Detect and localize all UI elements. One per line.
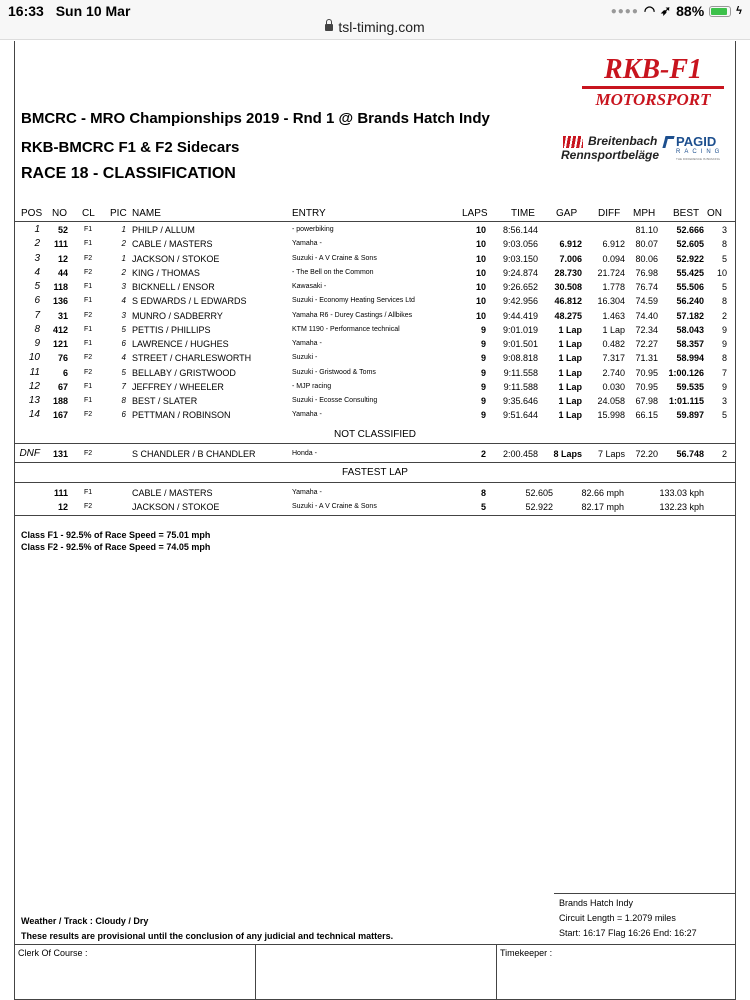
cell-diff: 21.724 <box>597 267 625 278</box>
cell-laps: 10 <box>475 253 486 264</box>
clerk-label: Clerk Of Course : <box>18 948 88 958</box>
cell-laps: 10 <box>475 282 486 292</box>
cell-pos: 3 <box>34 252 40 264</box>
cell-best: 57.182 <box>676 310 704 321</box>
col-entry: ENTRY <box>292 208 326 219</box>
status-indicators <box>611 3 742 19</box>
cell-on: 8 <box>721 296 727 307</box>
cell-entry: Suzuki - Gristwood & Toms <box>292 368 376 376</box>
cell-time: 9:03.150 <box>502 253 538 264</box>
cell-diff: 1.463 <box>602 310 625 321</box>
cell-entry: - The Bell on the Common <box>292 268 374 276</box>
cell-pic: 4 <box>121 296 126 306</box>
cell-class: F1 <box>84 382 93 390</box>
cell-pos: 14 <box>28 409 40 421</box>
battery-icon <box>709 6 731 17</box>
cell-name: LAWRENCE / HUGHES <box>132 339 229 349</box>
cell-name: JACKSON / STOKOE <box>132 502 220 512</box>
status-time-date <box>8 3 138 19</box>
cell-no: 12 <box>57 502 68 512</box>
cell-laps: 9 <box>480 324 486 335</box>
cell-on: 5 <box>721 282 727 292</box>
result-row <box>0 337 750 351</box>
col-cl: CL <box>82 208 95 219</box>
note-f2: Class F2 - 92.5% of Race Speed = 74.05 mph <box>21 542 211 552</box>
cell-gap: 1 Lap <box>558 396 582 406</box>
cell-pos: 2 <box>34 238 40 250</box>
cell-best: 59.535 <box>676 381 704 392</box>
cell-entry: Yamaha - <box>292 340 322 347</box>
cell-laps: 10 <box>475 267 486 278</box>
cell-best: 56.240 <box>676 296 704 307</box>
cell-pic: 5 <box>121 367 126 377</box>
cell-gap: 1 Lap <box>558 339 582 349</box>
event-title: BMCRC - MRO Championships 2019 - Rnd 1 @ Brands Hatch Indy <box>21 110 490 127</box>
cell-time: 9:11.558 <box>503 367 538 378</box>
cell-gap: 6.912 <box>559 239 582 250</box>
cell-entry: KTM 1190 - Performance technical <box>292 325 400 333</box>
cell-on: 9 <box>721 381 727 392</box>
cell-no: 118 <box>53 282 68 292</box>
cell-gap: 30.508 <box>554 282 582 292</box>
cell-no: 44 <box>57 267 68 278</box>
cell-mph: 67.98 <box>635 396 658 406</box>
venue-name: Brands Hatch Indy <box>559 898 634 908</box>
cell-diff: 0.030 <box>602 381 625 392</box>
dnf-row <box>0 447 750 461</box>
cell-best: 52.605 <box>676 239 704 250</box>
cell-pos: 7 <box>34 309 40 321</box>
cell-pic: 1 <box>121 253 126 263</box>
col-pos: POS <box>21 208 43 219</box>
cell-entry: Suzuki - A V Craine & Sons <box>292 254 377 262</box>
cell-pic: 5 <box>121 324 126 334</box>
cell-entry: Kawasaki - <box>292 283 327 290</box>
status-date: Sun 10 Mar <box>55 3 131 19</box>
cell-on: 2 <box>721 449 727 459</box>
result-row <box>0 266 750 280</box>
cell-class: F1 <box>84 240 93 248</box>
cell-best: 58.357 <box>676 339 704 349</box>
cell-pos: 4 <box>34 266 40 278</box>
col-mph: MPH <box>633 208 656 219</box>
cell-pos: 11 <box>29 366 40 378</box>
result-row <box>0 380 750 394</box>
cell-diff: 7 Laps <box>597 449 625 459</box>
cell-class: F1 <box>84 397 93 404</box>
cell-mph: 82.17 mph <box>581 502 624 512</box>
result-row <box>0 252 750 266</box>
cell-pos: 12 <box>28 380 40 392</box>
cell-class: F2 <box>84 450 93 457</box>
cell-time: 9:24.874 <box>502 267 538 278</box>
url-text: tsl-timing.com <box>338 19 425 35</box>
cell-no: 52 <box>57 225 68 235</box>
cell-name: BICKNELL / ENSOR <box>132 282 215 292</box>
cell-entry: - powerbiking <box>292 226 334 233</box>
result-row <box>0 366 750 380</box>
cell-entry: Suzuki - Ecosse Consulting <box>292 397 378 404</box>
cell-diff: 16.304 <box>597 296 625 307</box>
cell-pos: 5 <box>34 281 40 292</box>
cell-name: MUNRO / SADBERRY <box>132 310 223 321</box>
cell-class: F1 <box>84 226 93 233</box>
signal-dots-icon: ●●●● <box>610 5 639 17</box>
cell-laps: 9 <box>480 410 486 421</box>
cell-name: PETTMAN / ROBINSON <box>132 410 231 421</box>
cell-time: 9:03.056 <box>502 239 538 250</box>
cell-laps: 9 <box>480 381 486 392</box>
result-row <box>0 323 750 337</box>
cell-class: F2 <box>84 311 93 319</box>
cell-mph: 76.98 <box>635 267 658 278</box>
cell-mph: 80.07 <box>635 239 658 250</box>
cell-gap: 1 Lap <box>558 324 582 335</box>
cell-pic: 8 <box>121 396 126 405</box>
cell-pos: 8 <box>34 323 40 335</box>
cell-class: F2 <box>84 254 93 262</box>
cell-entry: Honda - <box>292 450 317 457</box>
cell-entry: Suzuki - <box>292 354 318 362</box>
cell-mph: 70.95 <box>635 367 658 378</box>
cell-time: 2:00.458 <box>502 449 538 459</box>
cell-gap: 28.730 <box>554 267 582 278</box>
cell-no: 31 <box>57 310 68 321</box>
cell-entry: - MJP racing <box>292 382 332 390</box>
clerk-of-course-box <box>14 944 256 1000</box>
battery-percent: 88% <box>676 3 705 19</box>
cell-gap: 8 Laps <box>553 449 582 459</box>
cell-no: 76 <box>57 353 68 364</box>
cell-time: 52.922 <box>525 502 553 512</box>
cell-no: 111 <box>53 239 68 250</box>
cell-diff: 1.778 <box>602 282 625 292</box>
cell-pic: 3 <box>121 282 126 291</box>
cell-laps: 10 <box>475 225 486 235</box>
cell-kph: 133.03 kph <box>659 488 704 498</box>
cell-no: 6 <box>62 367 68 378</box>
cell-diff: 24.058 <box>597 396 625 406</box>
result-row <box>0 309 750 323</box>
cell-name: PETTIS / PHILLIPS <box>132 324 211 335</box>
cell-entry: Yamaha - <box>292 411 322 419</box>
cell-gap: 48.275 <box>554 310 582 321</box>
col-time: TIME <box>511 208 535 219</box>
col-pic: PIC <box>110 208 127 219</box>
cell-name: KING / THOMAS <box>132 267 200 278</box>
lock-icon <box>325 24 333 31</box>
result-row <box>0 394 750 408</box>
cell-mph: 80.06 <box>635 253 658 264</box>
cell-gap: 1 Lap <box>558 410 582 421</box>
cell-mph: 76.74 <box>635 282 658 292</box>
cell-best: 1:01.115 <box>668 396 704 406</box>
cell-best: 58.994 <box>676 353 704 364</box>
cell-no: 188 <box>52 396 68 406</box>
cell-mph: 70.95 <box>635 381 658 392</box>
cell-name: BELLABY / GRISTWOOD <box>132 367 236 378</box>
timekeeper-label: Timekeeper : <box>500 948 553 958</box>
cell-best: 56.748 <box>676 449 704 459</box>
cell-time: 9:11.588 <box>503 381 538 392</box>
cell-pos: 1 <box>34 224 40 235</box>
cell-on: 5 <box>721 253 727 264</box>
cell-pic: 6 <box>121 339 126 348</box>
cell-pos: 9 <box>34 338 40 349</box>
cell-best: 59.897 <box>676 410 704 421</box>
cell-no: 136 <box>52 296 68 307</box>
cell-mph: 74.59 <box>635 296 658 307</box>
address-bar[interactable] <box>0 19 750 35</box>
cell-class: F2 <box>84 411 93 419</box>
result-row <box>0 351 750 365</box>
cell-mph: 66.15 <box>635 410 658 421</box>
fastest-divider-top <box>14 482 736 483</box>
cell-on: 9 <box>721 339 727 349</box>
venue-divider <box>554 893 736 894</box>
cell-on: 8 <box>721 353 727 364</box>
cell-diff: 0.482 <box>602 339 625 349</box>
cell-laps: 9 <box>480 353 486 364</box>
cell-class: F2 <box>84 503 93 510</box>
cell-mph: 71.31 <box>635 353 658 364</box>
cell-entry: Suzuki - Economy Heating Services Ltd <box>292 297 415 305</box>
cell-class: F1 <box>84 325 93 333</box>
cell-name: BEST / SLATER <box>132 396 198 406</box>
cell-no: 12 <box>57 253 68 264</box>
cell-time: 9:26.652 <box>502 282 538 292</box>
cell-laps: 10 <box>475 296 486 307</box>
header-divider <box>14 221 736 222</box>
cell-time: 9:44.419 <box>502 310 538 321</box>
cell-mph: 72.34 <box>635 324 658 335</box>
cell-on: 9 <box>721 324 727 335</box>
cell-no: 67 <box>57 381 68 392</box>
cell-best: 58.043 <box>676 324 704 335</box>
cell-diff: 0.094 <box>602 253 625 264</box>
cell-diff: 2.740 <box>602 367 625 378</box>
fastest-lap-row <box>0 486 750 500</box>
col-no: NO <box>52 208 67 219</box>
fastest-lap-label: FASTEST LAP <box>342 467 408 478</box>
cell-on: 3 <box>721 396 727 406</box>
not-classified-label: NOT CLASSIFIED <box>333 429 417 440</box>
fastest-lap-row <box>0 500 750 514</box>
cell-time: 9:01.501 <box>502 339 538 349</box>
cell-laps: 2 <box>480 449 486 459</box>
cell-time: 8:56.144 <box>502 225 538 235</box>
cell-best: 1:00.126 <box>668 367 704 378</box>
cell-class: F1 <box>84 340 93 347</box>
cell-entry: Yamaha R6 - Durey Castings / Allbikes <box>292 311 413 319</box>
cell-on: 3 <box>721 225 727 235</box>
cell-class: F2 <box>84 368 93 376</box>
cell-pic: 2 <box>121 239 126 249</box>
cell-best: 55.425 <box>676 267 704 278</box>
cell-gap: 46.812 <box>554 296 582 307</box>
race-times: Start: 16:17 Flag 16:26 End: 16:27 <box>559 928 697 938</box>
cell-mph: 72.20 <box>635 449 658 459</box>
cell-laps: 9 <box>480 367 486 378</box>
result-row <box>0 237 750 251</box>
result-row <box>0 280 750 294</box>
cell-diff: 6.912 <box>602 239 625 250</box>
cell-laps: 10 <box>475 310 486 321</box>
cell-time: 52.605 <box>525 488 553 498</box>
result-row <box>0 223 750 237</box>
note-f1: Class F1 - 92.5% of Race Speed = 75.01 mph <box>21 530 211 540</box>
series-title: RKB-BMCRC F1 & F2 Sidecars <box>21 139 240 156</box>
cell-pic: 1 <box>121 225 126 234</box>
cell-time: 9:08.818 <box>502 353 538 364</box>
cell-gap: 7.006 <box>559 253 582 264</box>
cell-diff: 1 Lap <box>602 324 625 335</box>
cell-gap: 1 Lap <box>558 353 582 364</box>
cell-name: STREET / CHARLESWORTH <box>132 353 252 364</box>
document-page <box>14 41 736 998</box>
cell-no: 131 <box>52 449 68 459</box>
cell-time: 9:42.956 <box>502 296 538 307</box>
col-gap: GAP <box>556 208 578 219</box>
cell-pic: 4 <box>121 353 126 363</box>
cell-best: 52.922 <box>676 253 704 264</box>
cell-kph: 132.23 kph <box>659 502 704 512</box>
cell-mph: 74.40 <box>635 310 658 321</box>
cell-pic: 2 <box>121 267 126 277</box>
status-bar <box>0 0 750 40</box>
col-best: BEST <box>673 208 700 219</box>
wifi-icon: ◠ <box>643 3 656 18</box>
cell-mph: 72.27 <box>635 339 658 349</box>
cell-pos: DNF <box>19 448 40 459</box>
cell-lap: 8 <box>480 488 486 498</box>
cell-gap: 1 Lap <box>558 367 582 378</box>
location-arrow-icon: ➶ <box>660 3 672 18</box>
circuit-length: Circuit Length = 1.2079 miles <box>559 913 676 923</box>
cell-name: JACKSON / STOKOE <box>132 253 220 264</box>
cell-name: S EDWARDS / L EDWARDS <box>132 296 247 307</box>
cell-class: F2 <box>84 354 93 362</box>
cell-name: CABLE / MASTERS <box>132 488 213 498</box>
cell-on: 5 <box>721 410 727 421</box>
cell-no: 167 <box>52 410 68 421</box>
cell-pos: 6 <box>34 295 40 307</box>
cell-pic: 3 <box>121 310 126 320</box>
charging-icon: ϟ <box>736 5 742 17</box>
cell-on: 10 <box>716 267 727 278</box>
col-on: ON <box>707 208 722 219</box>
cell-pos: 10 <box>28 352 40 364</box>
dnf-divider-bottom <box>14 462 736 463</box>
cell-diff: 15.998 <box>597 410 625 421</box>
cell-laps: 9 <box>480 396 486 406</box>
cell-name: CABLE / MASTERS <box>132 239 213 250</box>
rkb-f1-logo: RKB-F1 MOTORSPORT <box>578 56 728 108</box>
cell-class: F2 <box>84 268 93 276</box>
timekeeper-box <box>496 944 736 1000</box>
cell-name: JEFFREY / WHEELER <box>132 381 224 392</box>
cell-class: F1 <box>84 297 93 305</box>
col-diff: DIFF <box>598 208 621 219</box>
cell-time: 9:01.019 <box>502 324 538 335</box>
cell-pic: 7 <box>121 381 126 391</box>
cell-gap: 1 Lap <box>558 381 582 392</box>
cell-on: 8 <box>721 239 727 250</box>
cell-entry: Yamaha - <box>292 240 322 248</box>
cell-name: S CHANDLER / B CHANDLER <box>132 449 256 459</box>
weather-track: Weather / Track : Cloudy / Dry <box>21 916 149 926</box>
cell-no: 111 <box>53 488 68 498</box>
cell-best: 55.506 <box>676 282 704 292</box>
cell-class: F1 <box>84 489 93 496</box>
col-name: NAME <box>132 208 161 219</box>
cell-best: 52.666 <box>676 225 704 235</box>
cell-name: PHILP / ALLUM <box>132 225 195 235</box>
dnf-divider-top <box>14 443 736 444</box>
cell-no: 412 <box>52 324 68 335</box>
cell-pos: 13 <box>28 395 40 406</box>
cell-on: 2 <box>721 310 727 321</box>
cell-laps: 9 <box>480 339 486 349</box>
cell-lap: 5 <box>480 502 486 512</box>
cell-laps: 10 <box>475 239 486 250</box>
cell-entry: Yamaha - <box>292 489 322 496</box>
provisional-notice: These results are provisional until the conclusion of any judicial and technical matters. <box>21 931 394 941</box>
cell-diff: 7.317 <box>602 353 625 364</box>
race-title: RACE 18 - CLASSIFICATION <box>21 165 236 182</box>
result-row <box>0 408 750 422</box>
status-time: 16:33 <box>8 3 44 19</box>
cell-mph: 82.66 mph <box>581 488 624 498</box>
fastest-divider-bottom <box>14 515 736 516</box>
cell-pic: 6 <box>121 410 126 420</box>
cell-entry: Suzuki - A V Craine & Sons <box>292 503 377 510</box>
cell-class: F1 <box>84 283 93 290</box>
cell-no: 121 <box>52 339 68 349</box>
result-row <box>0 294 750 308</box>
middle-signature-box <box>255 944 497 1000</box>
cell-time: 9:51.644 <box>502 410 538 421</box>
cell-mph: 81.10 <box>635 225 658 235</box>
cell-time: 9:35.646 <box>502 396 538 406</box>
cell-on: 7 <box>721 367 727 378</box>
col-laps: LAPS <box>462 208 488 219</box>
